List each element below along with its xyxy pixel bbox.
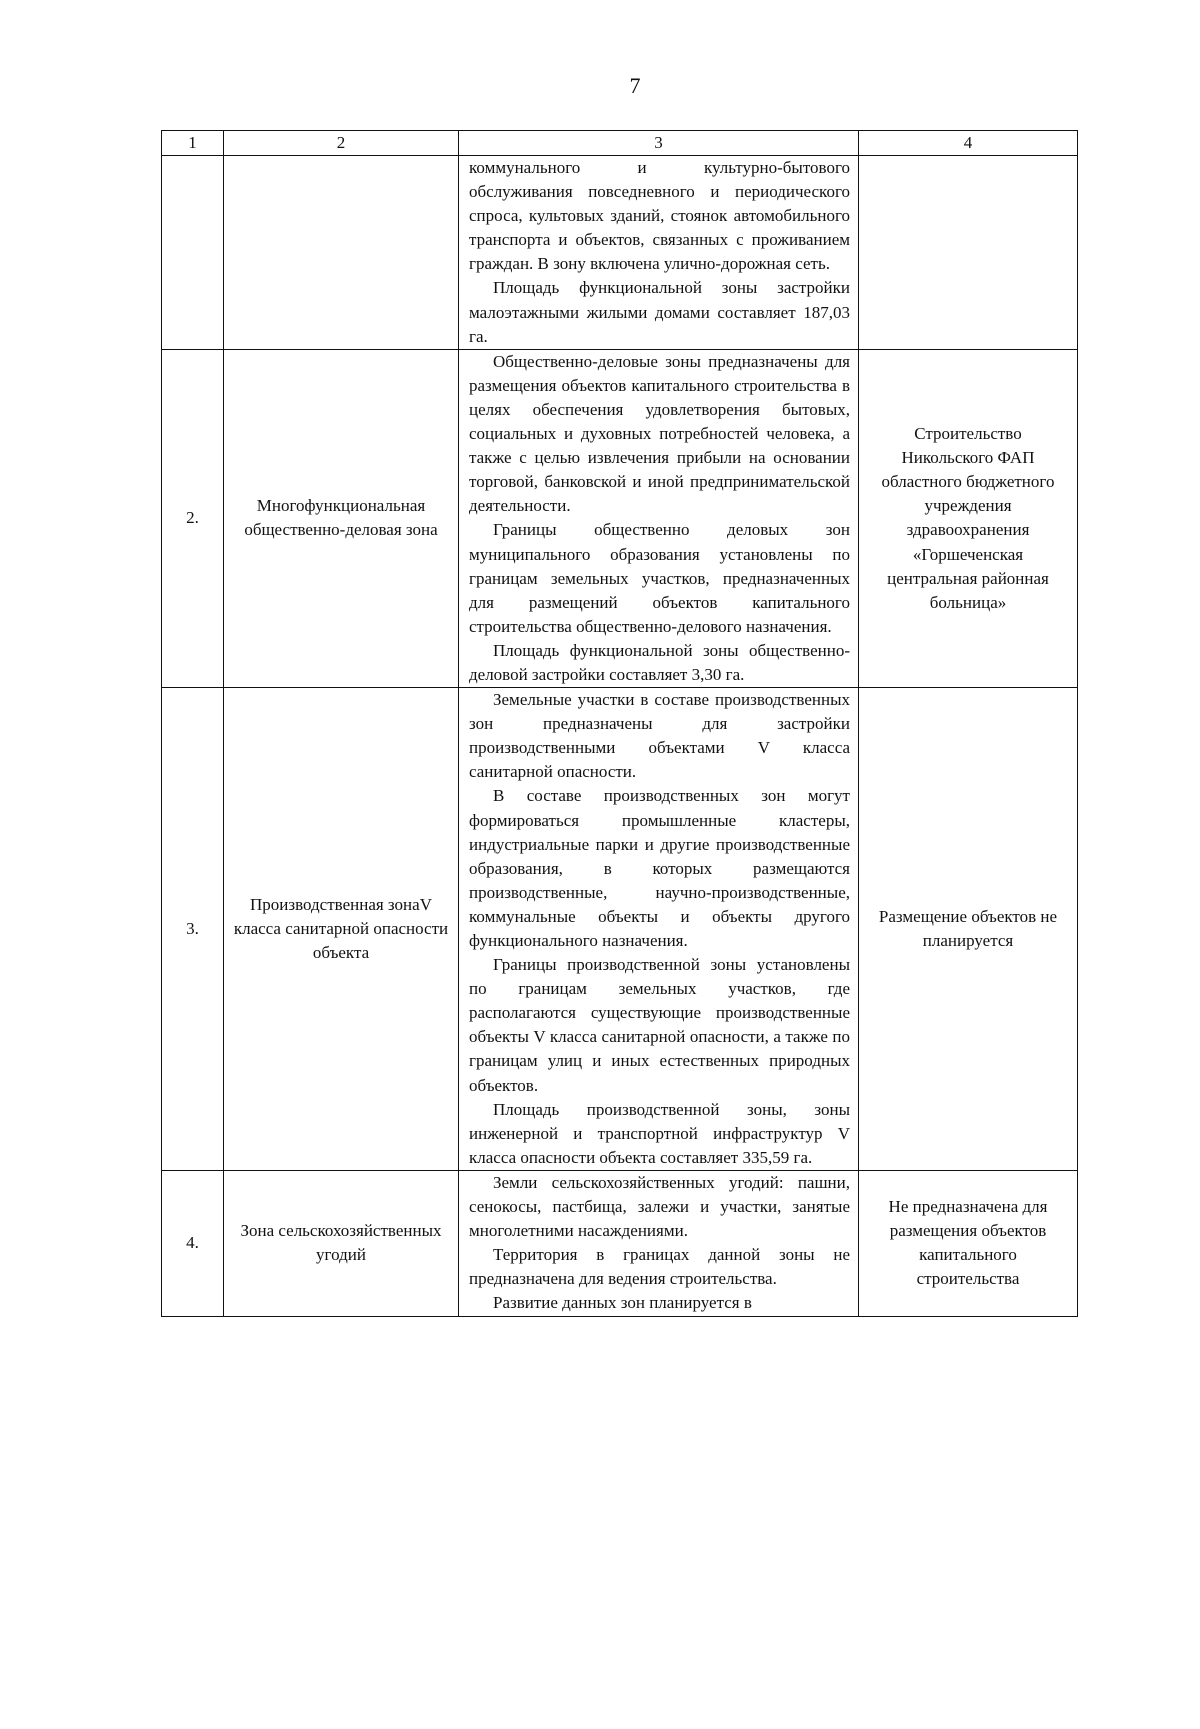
planned-activity: Не предназначена для размещения объектов капитального строительства (859, 1170, 1078, 1316)
description-paragraph: Общественно-деловые зоны предназначены для размещения объектов капитального строительства в целях обеспечения удовлетворения бытовых, социальных и духовных потребностей человека, а также с целью извлечения прибыли на основании торговой, банковской и иной предпринимательской деятельности. (469, 351, 850, 516)
page-number: 7 (629, 73, 641, 98)
row-number: 2. (162, 349, 224, 687)
zones-table (161, 130, 1078, 1317)
zone-name: Зона сельскохозяйственных угодий (224, 1170, 459, 1316)
zone-description (459, 688, 859, 1171)
zone-name: Многофункциональная общественно-деловая зона (224, 349, 459, 687)
row-number: 4. (162, 1170, 224, 1316)
zone-name (224, 156, 459, 350)
description-paragraph: Площадь функциональной зоны общественно-деловой застройки составляет 3,30 га. (469, 640, 850, 684)
zone-description (459, 1170, 859, 1316)
planned-activity: Строительство Никольского ФАП областного бюджетного учреждения здравоохранения «Горшеченская центральная районная больница» (859, 349, 1078, 687)
description-paragraph: В составе производственных зон могут формироваться промышленные кластеры, индустриальные парки и другие производственные образования, в которых размещаются производственные, научно-производственные, коммунальные объекты и объекты другого функционального назначения. (469, 786, 850, 950)
table-header-row (162, 131, 1078, 156)
table-row (162, 688, 1078, 1171)
table-row (162, 156, 1078, 350)
column-header-3: 3 (459, 131, 859, 156)
column-header-1: 1 (162, 131, 224, 156)
table-row (162, 1170, 1078, 1316)
description-paragraph: Границы общественно деловых зон муниципального образования установлены по границам земельных участков, предназначенных для размещений объектов капитального строительства общественно-делового назначения. (469, 520, 850, 636)
description-paragraph: Развитие данных зон планируется в (493, 1293, 752, 1313)
row-number: 3. (162, 688, 224, 1171)
column-header-4: 4 (859, 131, 1078, 156)
description-paragraph: Площадь производственной зоны, зоны инженерной и транспортной инфраструктур V класса опасности объекта составляет 335,59 га. (469, 1099, 850, 1167)
planned-activity: Размещение объектов не планируется (859, 688, 1078, 1171)
description-paragraph: Площадь функциональной зоны застройки малоэтажными жилыми домами составляет 187,03 га. (469, 278, 850, 346)
description-paragraph: Земли сельскохозяйственных угодий: пашни, сенокосы, пастбища, залежи и участки, занятые многолетними насаждениями. (469, 1172, 850, 1241)
zone-description (459, 349, 859, 687)
description-paragraph: коммунального и культурно-бытового обслуживания повседневного и периодического спроса, культовых зданий, стоянок автомобильного транспорта и объектов, связанных с проживанием граждан. В зону включена улично-дорожная сеть. (469, 158, 850, 274)
row-number (162, 156, 224, 350)
column-header-2: 2 (224, 131, 459, 156)
zone-name: Производственная зонаV класса санитарной опасности объекта (224, 688, 459, 1171)
description-paragraph: Земельные участки в составе производственных зон предназначены для застройки производственными объектами V класса санитарной опасности. (469, 690, 850, 782)
planned-activity (859, 156, 1078, 350)
description-paragraph: Границы производственной зоны установлены по границам земельных участков, где располагаются существующие производственные объекты V класса санитарной опасности, а также по границам улиц и иных естественных природных объектов. (469, 955, 850, 1095)
description-paragraph: Территория в границах данной зоны не предназначена для ведения строительства. (469, 1245, 850, 1289)
table-row (162, 349, 1078, 687)
zone-description (459, 156, 859, 350)
